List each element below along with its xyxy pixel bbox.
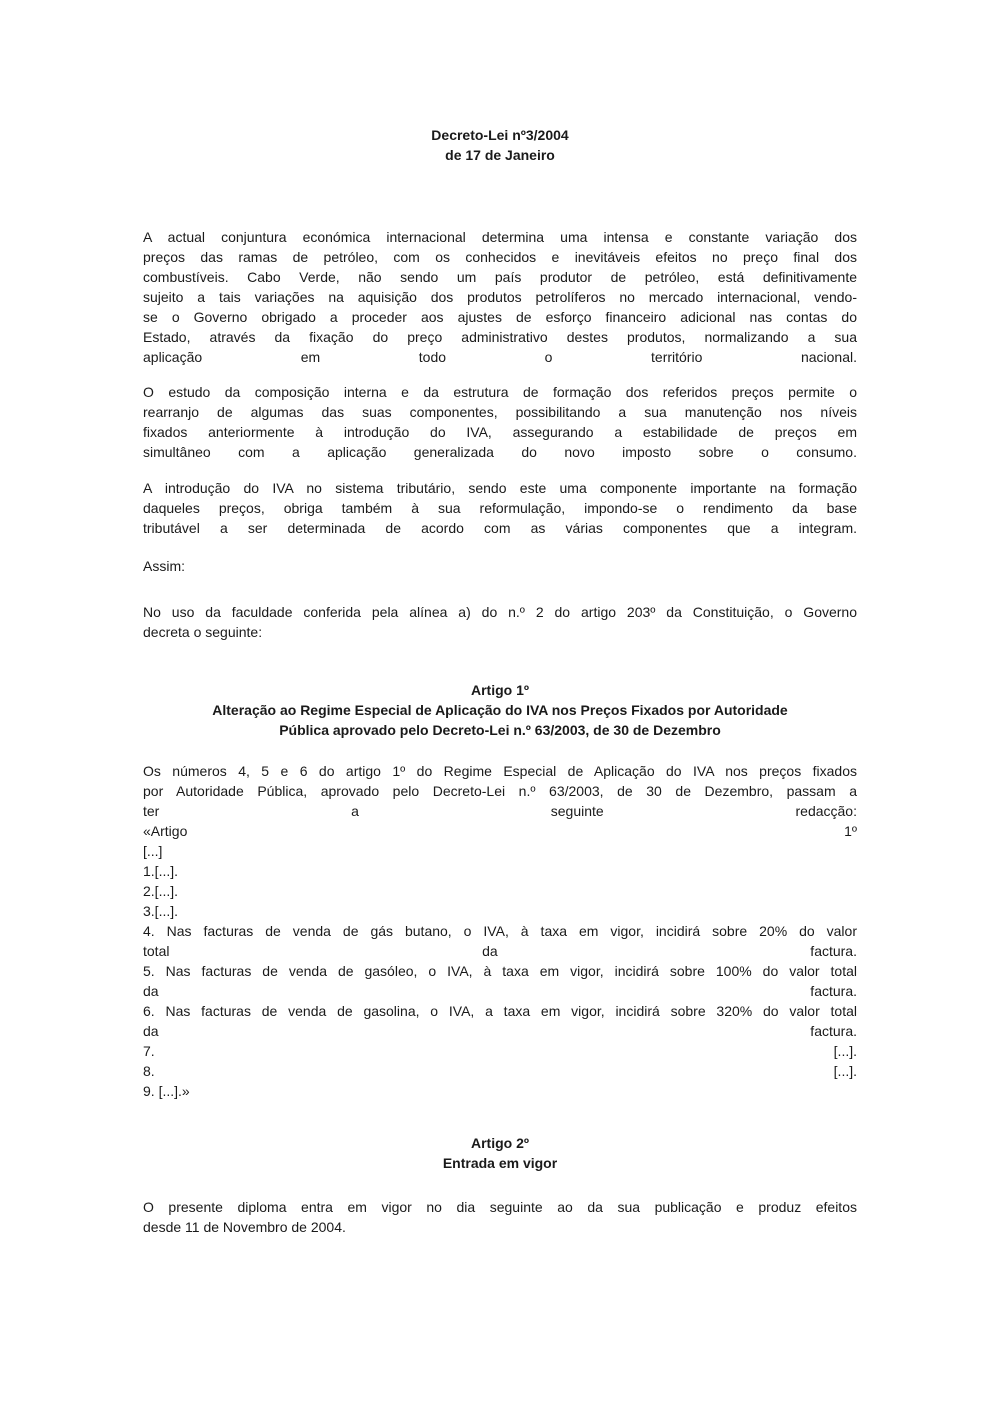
- text-line: total da factura.: [143, 943, 857, 959]
- text-line: 7. [...].: [143, 1043, 857, 1059]
- article-1-subtitle-line-2: Pública aprovado pelo Decreto-Lei n.º 63/2003, de 30 de Dezembro: [279, 722, 721, 738]
- text-line: 4. Nas facturas de venda de gás butano, o IVA, à taxa em vigor, incidirá sobre 20% do valor: [143, 923, 857, 939]
- text-line: ter a seguinte redacção:: [143, 803, 857, 819]
- text-line: Estado, através da fixação do preço administrativo destes produtos, normalizando a sua: [143, 329, 857, 345]
- article-2-title: Artigo 2º: [470, 1135, 529, 1151]
- text-line: 5. Nas facturas de venda de gasóleo, o IVA, à taxa em vigor, incidirá sobre 100% do valor total: [143, 963, 857, 979]
- text-line: rearranjo de algumas das suas componentes, possibilitando a sua manutenção nos níveis: [143, 404, 857, 420]
- article-2-body: [143, 1197, 857, 1237]
- paragraph-context-1: [143, 227, 857, 367]
- title-line-2: de 17 de Janeiro: [445, 147, 555, 163]
- text-line: da factura.: [143, 1023, 857, 1039]
- text-line: No uso da faculdade conferida pela alínea a) do n.º 2 do artigo 203º da Constituição, o Governo: [143, 604, 857, 620]
- text-line: se o Governo obrigado a proceder aos ajustes de esforço financeiro adicional nas contas do: [143, 309, 857, 325]
- text-line: 6. Nas facturas de venda de gasolina, o IVA, a taxa em vigor, incidirá sobre 320% do valor total: [143, 1003, 857, 1019]
- text-line: [...]: [143, 843, 163, 859]
- text-line: O estudo da composição interna e da estrutura de formação dos referidos preços permite o: [143, 384, 857, 400]
- text-line: 3.[...].: [143, 903, 179, 919]
- paragraph-context-3: [143, 478, 857, 538]
- article-1-heading: [143, 680, 857, 740]
- text-line: 1.[...].: [143, 863, 179, 879]
- title-line-1: Decreto-Lei nº3/2004: [431, 127, 569, 143]
- article-1-subtitle-line-1: Alteração ao Regime Especial de Aplicação do IVA nos Preços Fixados por Autoridade: [212, 702, 788, 718]
- article-2-heading: [143, 1133, 857, 1173]
- text-line: A introdução do IVA no sistema tributário, sendo este uma componente importante na formação: [143, 480, 857, 496]
- text-line: combustíveis. Cabo Verde, não sendo um país produtor de petróleo, está definitivamente: [143, 269, 857, 285]
- text-line: Os números 4, 5 e 6 do artigo 1º do Regime Especial de Aplicação do IVA nos preços fixados: [143, 763, 857, 779]
- text-line: «Artigo 1º: [143, 823, 857, 839]
- text-line: por Autoridade Pública, aprovado pelo Decreto-Lei n.º 63/2003, de 30 de Dezembro, passam a: [143, 783, 857, 799]
- paragraph-assim: [143, 556, 857, 576]
- text-line: sujeito a tais variações na aquisição dos produtos petrolíferos no mercado internacional, vendo-: [143, 289, 857, 305]
- text-line: decreta o seguinte:: [143, 624, 263, 640]
- text-line: daqueles preços, obriga também à sua reformulação, impondo-se o rendimento da base: [143, 500, 857, 516]
- text-line: simultâneo com a aplicação generalizada do novo imposto sobre o consumo.: [143, 444, 857, 460]
- text-line: aplicação em todo o território nacional.: [143, 349, 857, 365]
- article-1-body: [143, 761, 857, 1101]
- paragraph-context-2: [143, 382, 857, 462]
- text-line: O presente diploma entra em vigor no dia seguinte ao da sua publicação e produz efeitos: [143, 1199, 857, 1215]
- text-line: 9. [...].»: [143, 1083, 190, 1099]
- text-line: desde 11 de Novembro de 2004.: [143, 1219, 346, 1235]
- text-line: Assim:: [143, 558, 185, 574]
- text-line: 2.[...].: [143, 883, 179, 899]
- paragraph-decree-intro: [143, 602, 857, 642]
- text-line: da factura.: [143, 983, 857, 999]
- text-line: A actual conjuntura económica internacional determina uma intensa e constante variação dos: [143, 229, 857, 245]
- text-line: 8. [...].: [143, 1063, 857, 1079]
- text-line: preços das ramas de petróleo, com os conhecidos e inevitáveis efeitos no preço final dos: [143, 249, 857, 265]
- text-line: tributável a ser determinada de acordo com as várias componentes que a integram.: [143, 520, 857, 536]
- text-line: fixados anteriormente à introdução do IVA, assegurando a estabilidade de preços em: [143, 424, 857, 440]
- article-1-title: Artigo 1º: [470, 682, 529, 698]
- document-title: [143, 125, 857, 165]
- article-2-subtitle: Entrada em vigor: [442, 1155, 558, 1171]
